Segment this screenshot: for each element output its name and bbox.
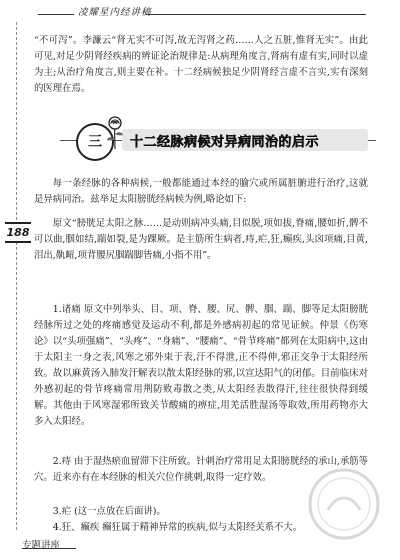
header-rule-left (38, 14, 74, 15)
footer-label: 专题讲座 (22, 540, 61, 551)
paragraph-quote: 原文“膀胱足太阳之脉……是动则病冲头痛,目似脱,项如拔,脊痛,腰如折,髀不可以曲,腘如结,踹如裂,是为踝厥。是主筋所生病者,痔,疟,狂,癫疾,头囟项痛,目黄,泪出,鼽衄,项背腰尻腘踹脚皆痛,小指不用”。 (34, 218, 368, 261)
paragraph-item-2: 2.痔 由于湿热瘀血留滞下注所致。针刺治疗常用足太阳膀胱经的承山,承筋等穴。近来亦有在本经脉的相关穴位作挑刺,取得一定疗效。 (34, 456, 368, 483)
footer-rule (22, 548, 76, 549)
paragraph-item-1: 1.诸痛 原文中列举头、目、项、脊、腰、尻、髀、腘、踹、脚等足太阳膀胱经脉所过之处的疼痛感觉及运动不利,都是外感病初起的常见证候。仲景《伤寒论》以“头项强痛”、“头疼”、“身痛”、“腰痛”、“骨节疼痛”都列在太阳病中,这由于太阳主一身之表,风寒之邪外束于表,汗不得泄,正不得伸,邪正交争于太阳经所致。故以麻黄汤入肺发汗解表以散太阳经脉的邪,以宣达阳气的闭郁。目前临床对外感初起的骨节疼痛常用荆防败毒散之类,从太阳经表散得汗,往往很快得到缓解。其他由于风寒湿邪所致关节酸痛的痹症,用羌活胜湿汤等取效,所用药物亦大多入太阳经。 (34, 304, 368, 427)
section-heading (60, 115, 376, 165)
paragraph-item-3: 3.疟 (这一点放在后面讲)。 (52, 506, 166, 517)
paragraph-intro: 每一条经脉的各种病候,一般都能通过本经的腧穴或所属脏腑进行治疗,这就是异病同治。兹举足太阳膀胱经病候为例,略论如下: (34, 178, 368, 205)
section-number-badge: 三 (76, 123, 114, 161)
section-title: 十二经脉病候对异病同治的启示 (130, 135, 320, 150)
rose-icon (104, 115, 126, 151)
paragraph-item-4: 4.狂、癫疾 癫狂属于精神异常的疾病,似与太阳经关系不大。 (52, 522, 303, 533)
margin-rail (16, 22, 17, 530)
watermark-seal-icon (304, 464, 384, 544)
paragraph-continuation: “不可泻”。李濂云“肾无实不可泻,故无泻肾之药……人之五脏,惟肾无实”。由此可见,对足少阴肾经疾病的辨证论治规律是:从病理角度言,肾病有虚有实,同时以虚为主;从治疗角度言,则主要在补。十二经病候独足少阴肾经言虚不言实,实有深刻的医理在焉。 (34, 35, 368, 94)
running-header: 凌耀星内经讲稿 (78, 7, 152, 18)
header-rule-right (146, 14, 366, 15)
page-number: 188 (5, 222, 31, 243)
